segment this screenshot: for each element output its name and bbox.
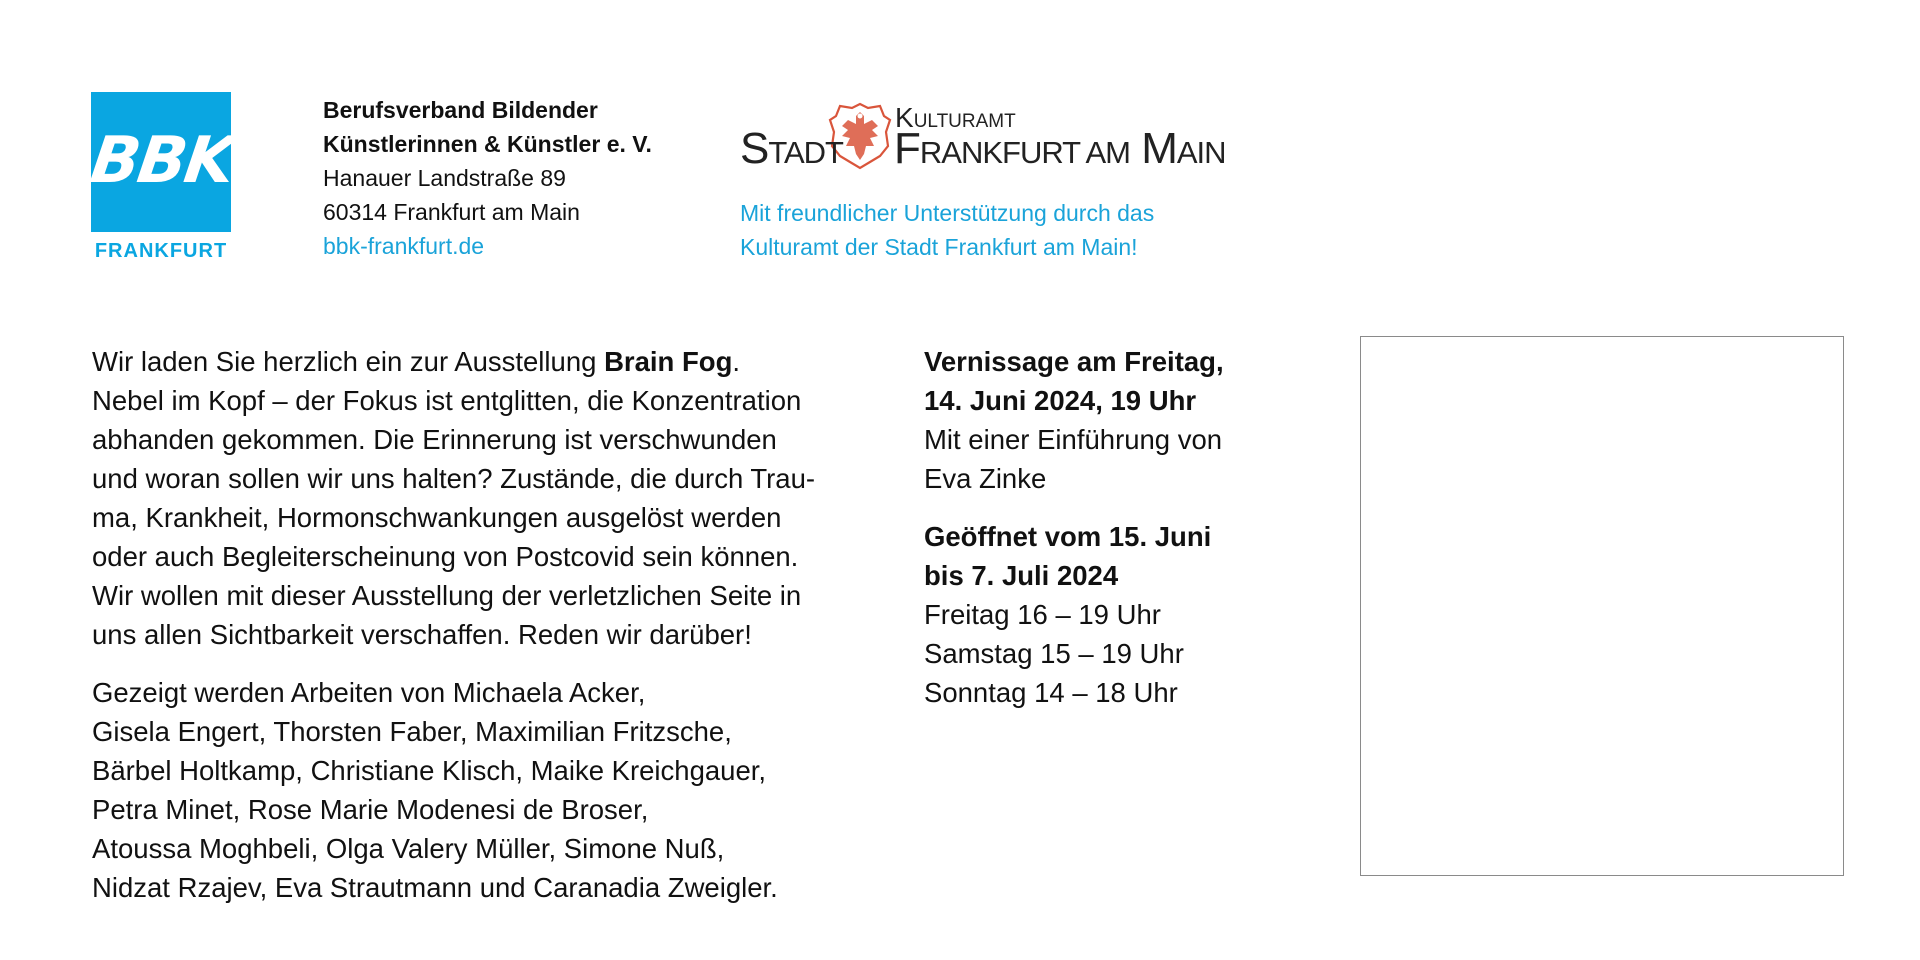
invitation-line: Wir wollen mit dieser Ausstellung der verletzlichen Seite in <box>92 580 802 611</box>
vernissage-block <box>924 342 1224 498</box>
invitation-line: Nebel im Kopf – der Fokus ist entglitten, die Konzentration <box>92 385 802 416</box>
support-note-line1: Mit freundlicher Unterstützung durch das <box>740 200 1155 226</box>
artists-line: Gisela Engert, Thorsten Faber, Maximilian Fritzsche, <box>92 716 732 747</box>
vernissage-speaker: Eva Zinke <box>924 463 1047 494</box>
bbk-logo <box>86 92 238 264</box>
exhibition-title: Brain Fog <box>604 346 733 377</box>
support-note <box>740 196 1154 264</box>
artists-line: Bärbel Holtkamp, Christiane Klisch, Maike Kreichgauer, <box>92 755 767 786</box>
invitation-line: und woran sollen wir uns halten? Zustände, die durch Trau- <box>92 463 816 494</box>
invitation-line: abhanden gekommen. Die Erinnerung ist verschwunden <box>92 424 777 455</box>
kulturamt-city-word: FRANKFURT AM MAIN <box>894 124 1226 173</box>
opening-block <box>924 517 1224 712</box>
bbk-logo-letters: BBK <box>86 124 238 198</box>
organization-city: 60314 Frankfurt am Main <box>323 199 580 225</box>
opening-hours-sunday: Sonntag 14 – 18 Uhr <box>924 677 1178 708</box>
artists-line: Atoussa Moghbeli, Olga Valery Müller, Simone Nuß, <box>92 833 725 864</box>
invitation-line: oder auch Begleiterscheinung von Postcovid sein können. <box>92 541 799 572</box>
invitation-line: ma, Krankheit, Hormonschwankungen ausgelöst werden <box>92 502 782 533</box>
vernissage-intro: Mit einer Einführung von <box>924 424 1223 455</box>
organization-website-link[interactable]: bbk-frankfurt.de <box>323 233 485 259</box>
kulturamt-stadt-word: STADT <box>740 124 843 173</box>
support-note-line2: Kulturamt der Stadt Frankfurt am Main! <box>740 234 1138 260</box>
organization-street: Hanauer Landstraße 89 <box>323 165 566 191</box>
vernissage-date: 14. Juni 2024, 19 Uhr <box>924 385 1197 416</box>
organization-name-line1: Berufsverband Bildender <box>323 97 598 123</box>
kulturamt-word: KULTURAMT <box>895 102 1016 133</box>
artists-line: Nidzat Rzajev, Eva Strautmann und Caranadia Zweigler. <box>92 872 778 903</box>
invitation-intro: Wir laden Sie herzlich ein zur Ausstellung Brain Fog. <box>92 346 741 377</box>
organization-address <box>323 93 652 263</box>
artists-line: Petra Minet, Rose Marie Modenesi de Broser, <box>92 794 649 825</box>
opening-dates: bis 7. Juli 2024 <box>924 560 1119 591</box>
organization-name-line2: Künstlerinnen & Künstler e. V. <box>323 131 652 157</box>
opening-hours-friday: Freitag 16 – 19 Uhr <box>924 599 1161 630</box>
opening-heading: Geöffnet vom 15. Juni <box>924 521 1212 552</box>
address-field <box>1360 336 1844 876</box>
event-details <box>924 342 1224 731</box>
bbk-logo-city: FRANKFURT <box>94 240 228 262</box>
opening-hours-saturday: Samstag 15 – 19 Uhr <box>924 638 1184 669</box>
invitation-text <box>92 342 815 926</box>
artists-paragraph <box>92 673 815 907</box>
artists-line: Gezeigt werden Arbeiten von Michaela Acker, <box>92 677 646 708</box>
invitation-line: uns allen Sichtbarkeit verschaffen. Reden wir darüber! <box>92 619 752 650</box>
vernissage-heading: Vernissage am Freitag, <box>924 346 1224 377</box>
invitation-paragraph <box>92 342 815 654</box>
